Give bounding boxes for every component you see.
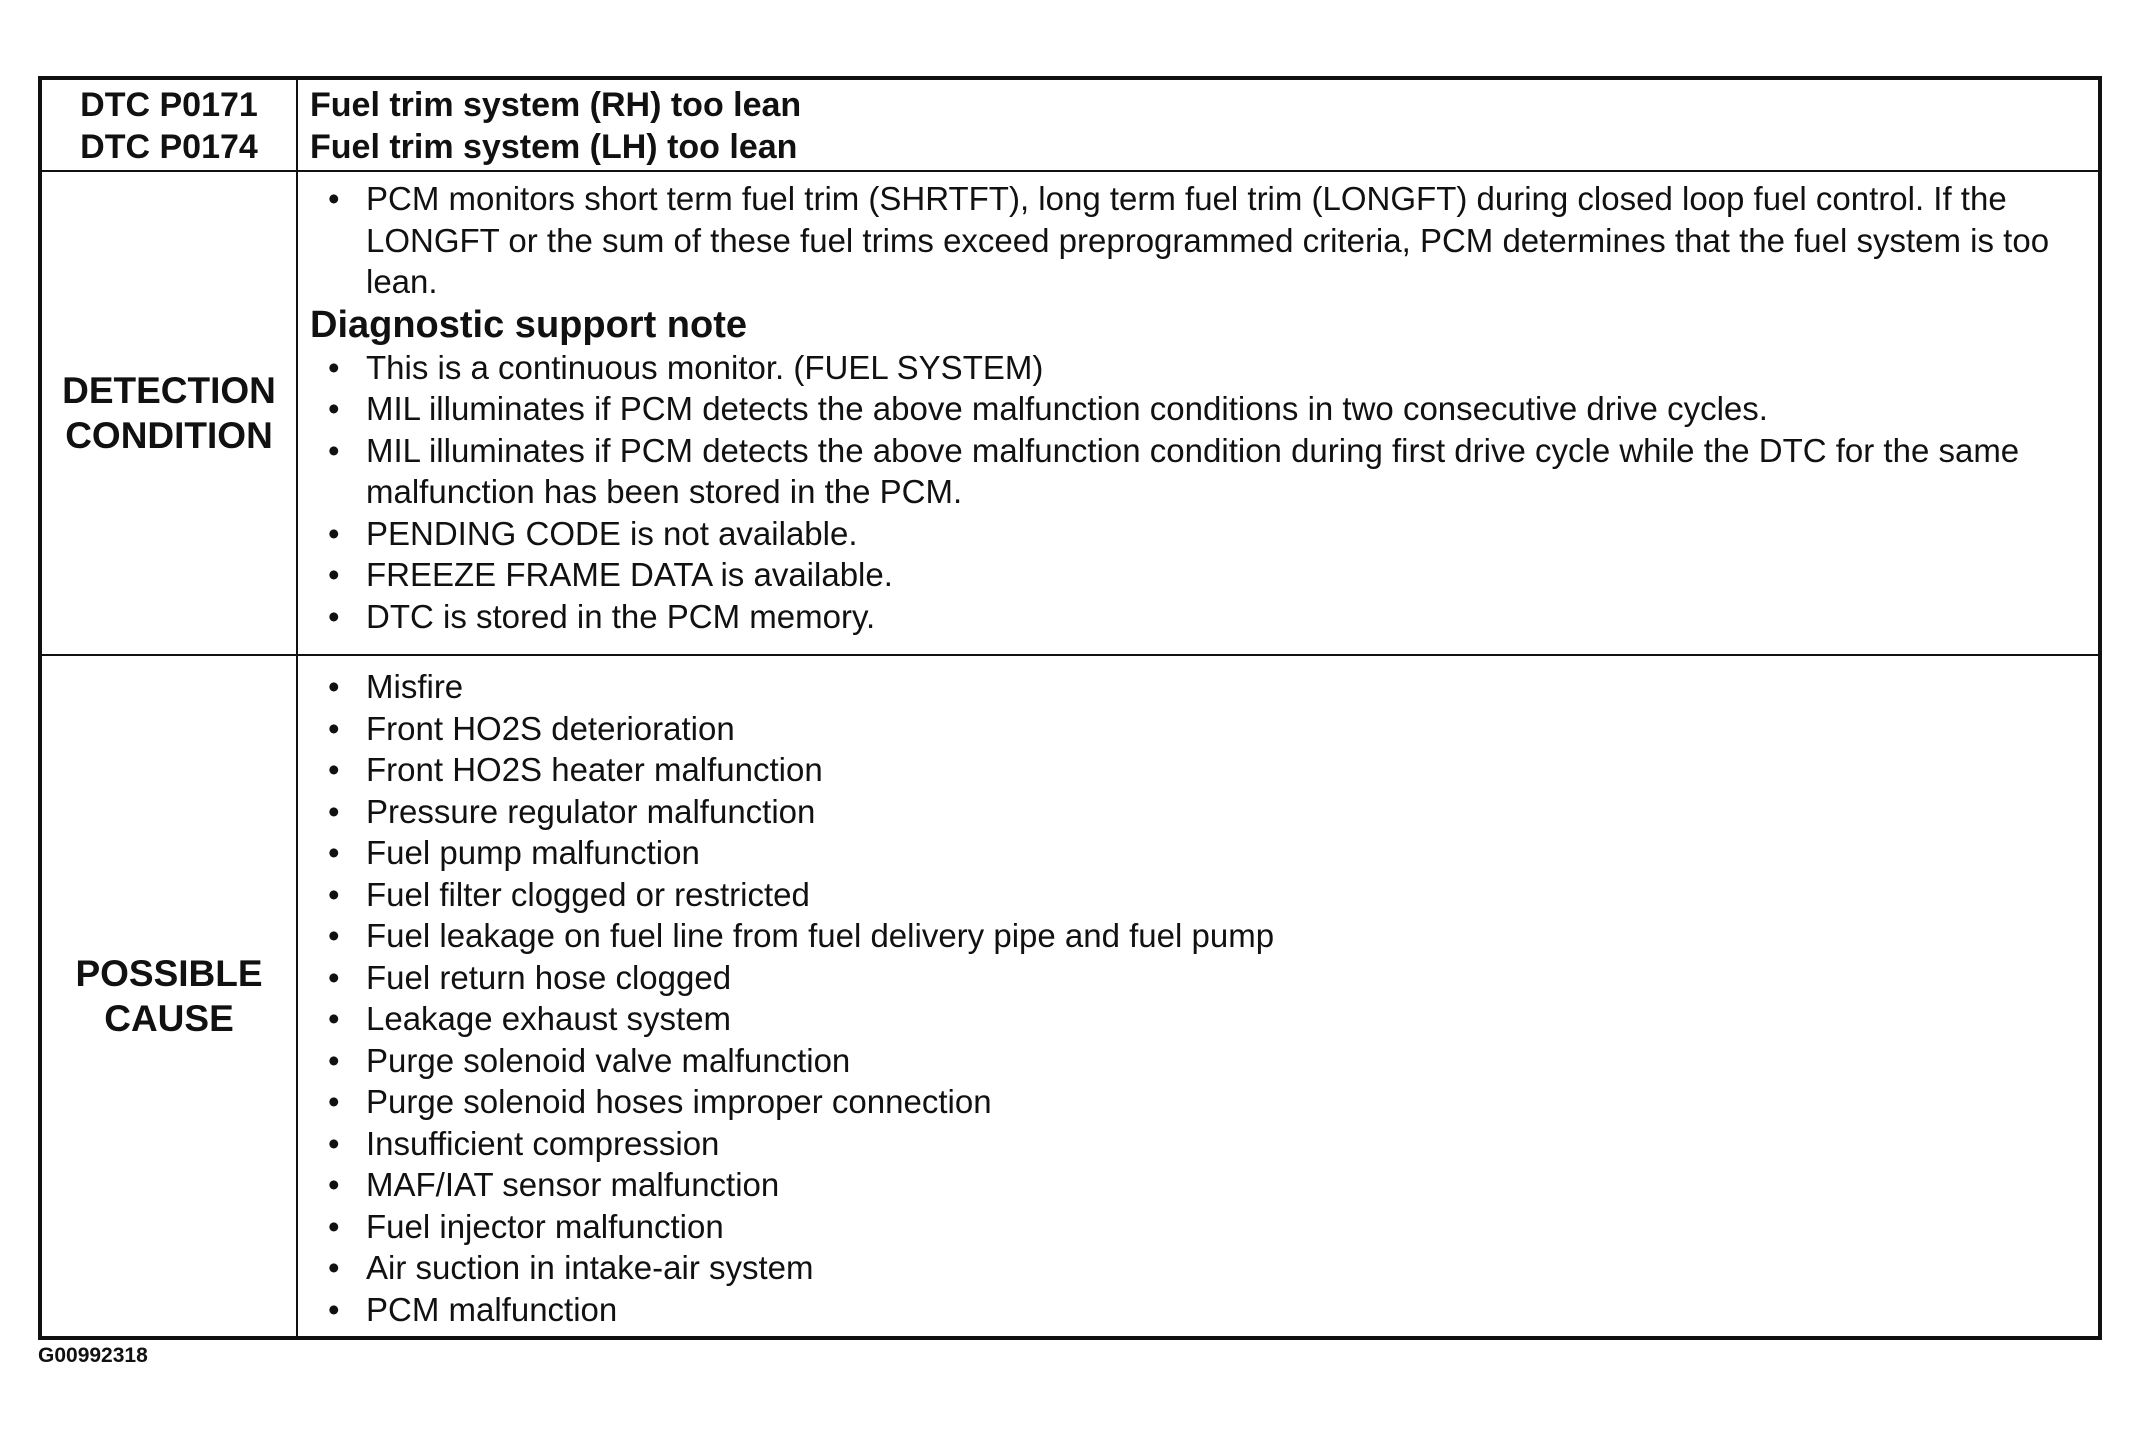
diagnostic-note-item: • MIL illuminates if PCM detects the above malfunction condition during first drive cycle while the DTC for the same malfunction has been stored in the PCM. (308, 430, 2090, 513)
possible-cause-list (308, 666, 2090, 1330)
possible-cause-item: • MAF/IAT sensor malfunction (308, 1164, 2090, 1206)
detection-intro-list (308, 178, 2090, 303)
possible-cause-item: • Fuel return hose clogged (308, 957, 2090, 999)
detection-row (40, 171, 2100, 655)
possible-cause-item: • PCM malfunction (308, 1289, 2090, 1331)
diagnostic-notes-list (308, 347, 2090, 638)
diagnostic-note-item: • FREEZE FRAME DATA is available. (308, 554, 2090, 596)
possible-cause-item: • Insufficient compression (308, 1123, 2090, 1165)
diagnostic-note-item: • This is a continuous monitor. (FUEL SYSTEM) (308, 347, 2090, 389)
possible-cause-item: • Fuel injector malfunction (308, 1206, 2090, 1248)
diagnostic-note-item: • DTC is stored in the PCM memory. (308, 596, 2090, 638)
diagnostic-note-item: • PENDING CODE is not available. (308, 513, 2090, 555)
figure-id: G00992318 (38, 1344, 148, 1367)
possible-cause-item: • Air suction in intake-air system (308, 1247, 2090, 1289)
possible-cause-item: • Fuel pump malfunction (308, 832, 2090, 874)
possible-cause-item: • Leakage exhaust system (308, 998, 2090, 1040)
diagnostic-note-item: • MIL illuminates if PCM detects the above malfunction conditions in two consecutive drive cycles. (308, 388, 2090, 430)
possible-cause-row (40, 655, 2100, 1338)
possible-cause-item: • Purge solenoid hoses improper connection (308, 1081, 2090, 1123)
possible-cause-content-cell (297, 655, 2100, 1338)
detection-label-cell (40, 171, 297, 655)
detection-label-line: DETECTION (62, 370, 276, 411)
possible-cause-item: • Front HO2S deterioration (308, 708, 2090, 750)
dtc-table (38, 76, 2102, 1340)
possible-cause-item: • Pressure regulator malfunction (308, 791, 2090, 833)
dtc-code: DTC P0171 (80, 86, 258, 124)
dtc-title: Fuel trim system (LH) too lean (310, 128, 798, 166)
possible-cause-item: • Front HO2S heater malfunction (308, 749, 2090, 791)
dtc-title-cell (297, 78, 2100, 171)
possible-cause-label-line: POSSIBLE (75, 953, 263, 994)
possible-cause-label-cell (40, 655, 297, 1338)
possible-cause-item: • Purge solenoid valve malfunction (308, 1040, 2090, 1082)
possible-cause-item: • Misfire (308, 666, 2090, 708)
detection-content-cell (297, 171, 2100, 655)
dtc-code-cell (40, 78, 297, 171)
dtc-title: Fuel trim system (RH) too lean (310, 86, 802, 124)
possible-cause-item: • Fuel leakage on fuel line from fuel delivery pipe and fuel pump (308, 915, 2090, 957)
detection-label-line: CONDITION (65, 415, 273, 456)
header-row (40, 78, 2100, 171)
dtc-code: DTC P0174 (80, 128, 258, 166)
possible-cause-item: • Fuel filter clogged or restricted (308, 874, 2090, 916)
diagnostic-note-heading: Diagnostic support note (310, 303, 747, 346)
detection-intro: • PCM monitors short term fuel trim (SHRTFT), long term fuel trim (LONGFT) during closed loop fuel control. If the LONGFT or the sum of these fuel trims exceed preprogrammed criteria, PCM determines that the fuel system is too lean. (308, 178, 2090, 303)
possible-cause-label-line: CAUSE (104, 998, 234, 1039)
